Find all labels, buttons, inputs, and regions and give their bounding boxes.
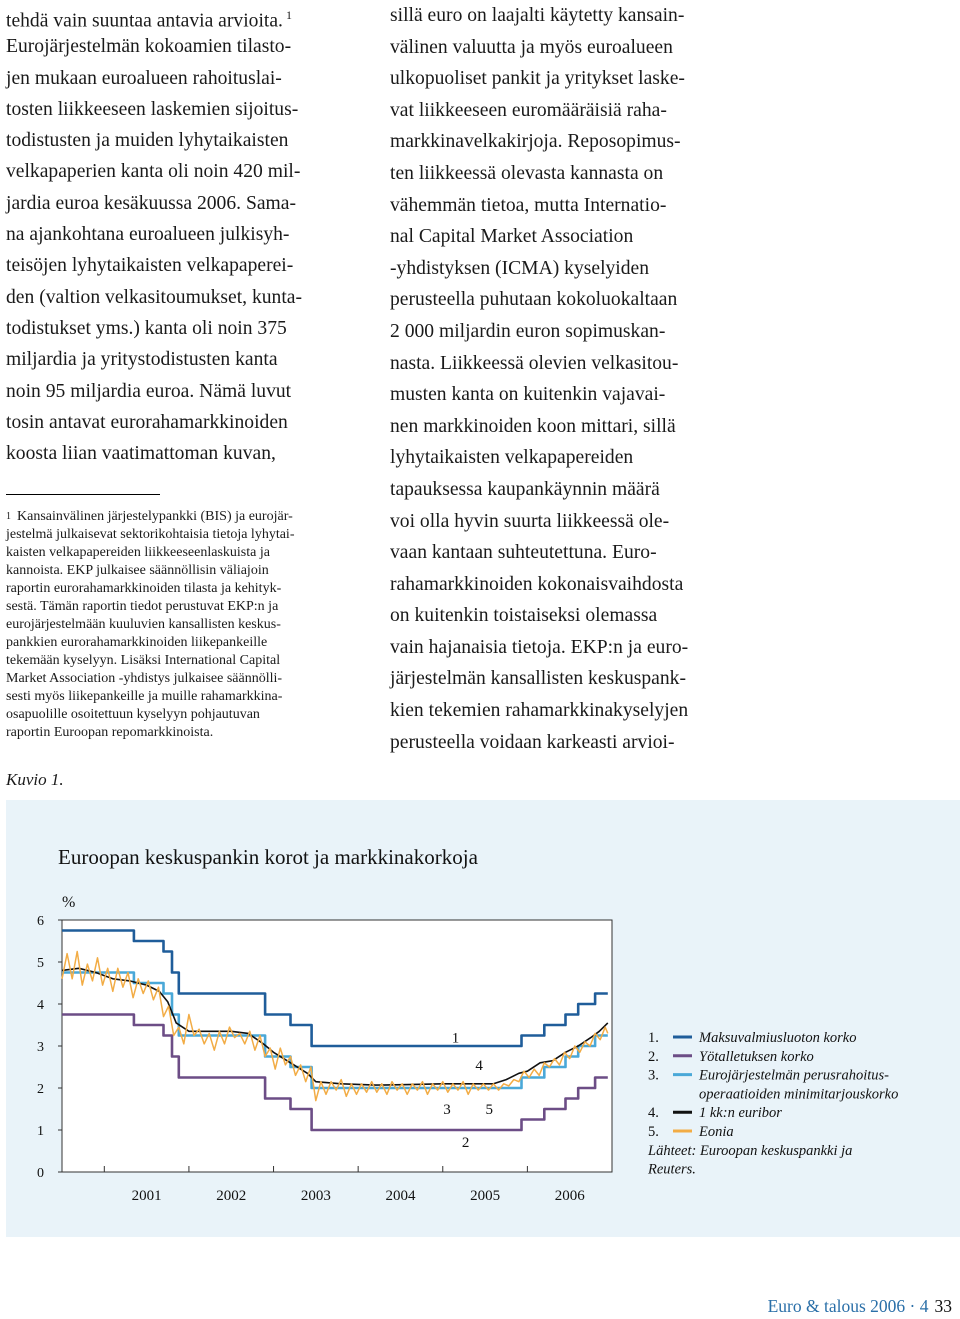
text-line-content: miljardia ja yritystodistusten kanta — [6, 349, 278, 371]
text-line-content: den (valtion velkasitoumukset, kunta- — [6, 286, 303, 308]
text-line-content: sillä euro on laajalti käytetty kansain- — [390, 5, 685, 26]
legend-number: 3. — [648, 1067, 659, 1084]
text-line-content: tehdä vain suuntaa antavia arvioita. — [6, 10, 283, 32]
y-tick-label: 2 — [37, 1082, 44, 1097]
text-line-content: musten kanta on kuitenkin vajavai- — [390, 384, 666, 406]
text-line-content: ulkopuoliset pankit ja yritykset laske- — [390, 68, 685, 90]
legend-label: Eonia — [699, 1124, 734, 1140]
footnote-text: kaisten velkapapereiden liikkeeseenlaskuista ja — [6, 545, 270, 560]
y-tick-label: 5 — [37, 956, 44, 971]
x-tick-label: 2005 — [470, 1188, 501, 1204]
text-line-content: vähemmän tietoa, mutta Internatio- — [390, 194, 667, 216]
publication-name: Euro & talous 2006 · 4 — [767, 1296, 929, 1316]
chart-sources: Lähteet: Euroopan keskuspankki ja Reuters. — [648, 1142, 853, 1178]
legend-number: 1. — [648, 1030, 659, 1046]
y-tick-label: 0 — [37, 1166, 44, 1181]
text-line-content: vat liikkeeseen euromääräisiä raha- — [390, 99, 667, 121]
text-line-content: tosin antavat eurorahamarkkinoiden — [6, 411, 288, 433]
x-tick-label: 2002 — [216, 1188, 247, 1204]
footnote-text: pankkien eurorahamarkkinoiden liikepankeille — [6, 635, 268, 650]
text-line-content: perusteella puhutaan kokoluokaltaan — [390, 289, 678, 311]
figure-title: Euroopan keskuspankin korot ja markkinakorkoja — [58, 845, 478, 869]
y-tick-label: 4 — [37, 998, 44, 1013]
text-line-content: na ajankohtana euroalueen julkisyh- — [6, 224, 290, 246]
x-tick-label: 2004 — [385, 1188, 416, 1204]
footnote-marker: 1 — [6, 511, 11, 522]
legend-label: Eurojärjestelmän perusrahoitus-operaatioiden minimitarjouskorko — [699, 1067, 899, 1103]
text-line-content: velkapaperien kanta oli noin 420 mil- — [6, 161, 301, 183]
legend-number: 4. — [648, 1105, 659, 1122]
legend-label: Yötalletuksen korko — [699, 1048, 814, 1065]
text-line-content: nal Capital Market Association — [390, 226, 634, 248]
text-line-content: -yhdistyksen (ICMA) kyselyiden — [390, 257, 650, 279]
text-line-content: voi olla hyvin suurta liikkeessä ole- — [390, 510, 670, 532]
footnote-text: raportin eurorahamarkkinoiden tilasta ja kehityk- — [6, 581, 282, 596]
y-tick-label: 3 — [37, 1040, 44, 1055]
legend-number: 2. — [648, 1048, 659, 1065]
page-footer — [768, 1296, 952, 1317]
footnote-text: Market Association -yhdistys julkaisee säännölli- — [6, 671, 283, 686]
series-annotation: 4 — [475, 1057, 483, 1074]
series-annotation: 1 — [451, 1030, 460, 1047]
text-line-content: rahamarkkinoiden kokonaisvaihdosta — [390, 573, 684, 595]
y-axis-unit: % — [62, 894, 76, 911]
text-line-content: tosten liikkeeseen laskemien sijoitus- — [6, 98, 299, 120]
footnote-text: sesti myös liikepankeille ja muille rahamarkkina- — [6, 689, 283, 704]
series-annotation: 5 — [485, 1102, 494, 1118]
text-line-content: jardia euroa kesäkuussa 2006. Sama- — [6, 192, 297, 214]
footnote-text: kannoista. EKP julkaisee säännöllisin väliajoin — [6, 563, 269, 578]
text-line-content: ten liikkeessä olevasta kannasta on — [390, 162, 664, 184]
text-line-content: vain hajanaisia tietoja. EKP:n ja euro- — [390, 636, 689, 658]
text-line-content: markkinavelkakirjoja. Reposopimus- — [390, 131, 681, 153]
text-line-content: Eurojärjestelmän kokoamien tilasto- — [6, 36, 292, 58]
footnote-text: eurojärjestelmään kuuluvien kansallisten keskus- — [6, 617, 281, 632]
footnote-text: Kansainvälinen järjestelypankki (BIS) ja eurojär- — [17, 509, 293, 524]
series-annotation: 2 — [461, 1134, 470, 1151]
legend-number: 5. — [648, 1124, 659, 1140]
text-line-content: todistusten ja muiden lyhytaikaisten — [6, 130, 289, 152]
text-line-content: noin 95 miljardia euroa. Nämä luvut — [6, 380, 292, 402]
text-line-content: todistukset yms.) kanta oli noin 375 — [6, 317, 287, 339]
text-line-content: teisöjen lyhytaikaisten velkapaperei- — [6, 255, 294, 277]
x-tick-label: 2003 — [300, 1188, 331, 1204]
text-line-content: koosta liian vaatimattoman kuvan, — [6, 443, 276, 465]
text-line-content: perusteella voidaan karkeasti arvioi- — [390, 731, 675, 753]
text-line-content: kien tekemien rahamarkkinakyselyjen — [390, 700, 689, 722]
footnote-text: osapuolille osoitettuun kyselyyn pohjautuvan — [6, 707, 260, 722]
text-line-content: nasta. Liikkeessä olevien velkasitou- — [390, 352, 679, 374]
footnote-text: raportin Euroopan repomarkkinoista. — [6, 725, 214, 740]
footnote-reference[interactable]: 1 — [285, 8, 292, 22]
text-line-content: on kuitenkin toistaiseksi olemassa — [390, 605, 658, 627]
legend-label: 1 kk:n euribor — [699, 1105, 782, 1122]
text-line-content: nen markkinoiden koon mittari, sillä — [390, 415, 676, 437]
series-annotation: 3 — [443, 1102, 451, 1118]
text-line-content: lyhytaikaisten velkapapereiden — [390, 447, 634, 469]
y-tick-label: 6 — [37, 914, 44, 929]
legend-label: Maksuvalmiusluoton korko — [699, 1030, 857, 1046]
figure-label: Kuvio 1. — [6, 770, 64, 789]
text-line-content: järjestelmän kansallisten keskuspank- — [390, 668, 687, 690]
text-line-content: jen mukaan euroalueen rahoituslai- — [6, 67, 282, 89]
text-line-content: vaan kantaan suhteutettuna. Euro- — [390, 542, 657, 564]
x-tick-label: 2001 — [131, 1188, 162, 1204]
footnote-text: sestä. Tämän raportin tiedot perustuvat EKP:n ja — [6, 599, 279, 614]
text-line-content: tapauksessa kaupankäynnin määrä — [390, 478, 660, 500]
footnote-text: jestelmä julkaisevat sektorikohtaisia tietoja lyhytai- — [6, 527, 295, 542]
page-number: 33 — [934, 1296, 952, 1316]
text-line-content: välinen valuutta ja myös euroalueen — [390, 36, 673, 58]
text-line-content: 2 000 miljardin euron sopimuskan- — [390, 320, 666, 342]
x-tick-label: 2006 — [554, 1188, 585, 1204]
y-tick-label: 1 — [37, 1124, 44, 1139]
footnote-text: tekemään kyselyyn. Lisäksi International Capital — [6, 653, 281, 668]
